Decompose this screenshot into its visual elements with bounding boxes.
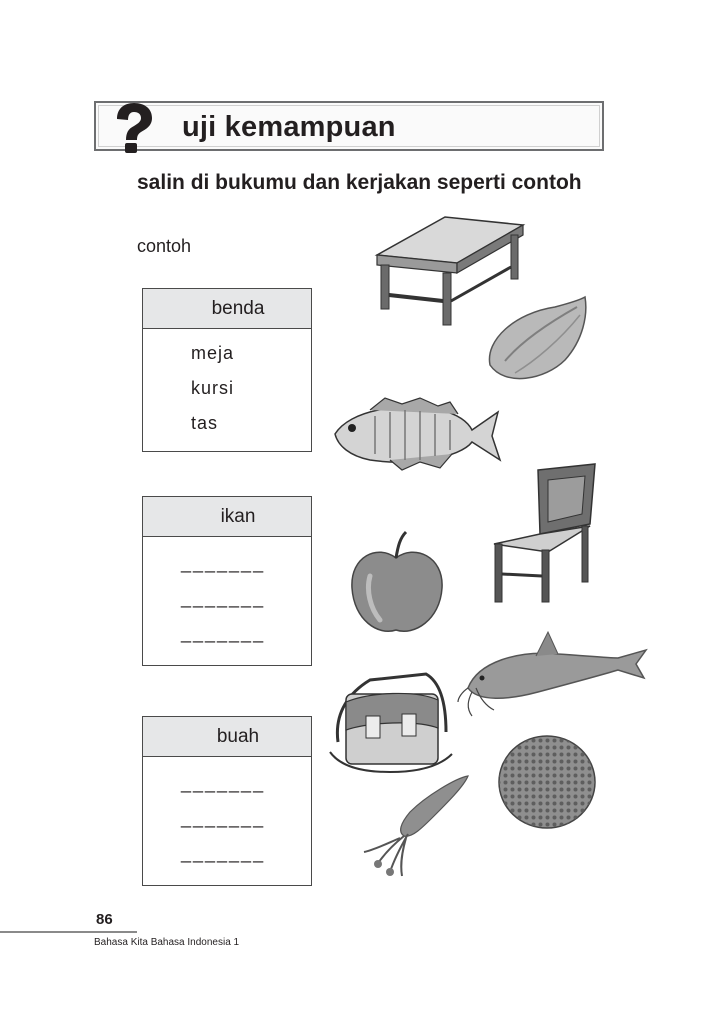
section-title: uji kemampuan	[182, 111, 396, 143]
category-header: ikan	[143, 497, 311, 537]
footer-divider	[0, 931, 137, 933]
chair-illustration	[490, 462, 602, 604]
catfish-illustration	[458, 628, 648, 720]
answer-blank: _______	[181, 553, 266, 573]
category-box-buah	[142, 716, 312, 886]
fish-illustration	[330, 398, 502, 470]
durian-texture	[499, 736, 595, 828]
example-label: contoh	[137, 236, 192, 256]
category-header: benda	[143, 289, 311, 329]
answer-blank: _______	[181, 843, 266, 863]
answer-blank: _______	[181, 773, 266, 793]
category-header: buah	[143, 717, 311, 757]
squid-illustration	[356, 772, 476, 882]
answer-blank: _______	[181, 808, 266, 828]
category-item: kursi	[191, 378, 235, 398]
instruction-text: salin di bukumu dan kerjakan seperti contoh	[137, 171, 582, 194]
answer-blank: _______	[181, 623, 266, 643]
bag-illustration	[330, 672, 452, 774]
category-item: tas	[191, 413, 219, 433]
papaya-illustration	[485, 295, 590, 385]
category-item: meja	[191, 343, 235, 363]
category-box-ikan	[142, 496, 312, 666]
answer-blank: _______	[181, 588, 266, 608]
category-box-benda	[142, 288, 312, 452]
book-title: Bahasa Kita Bahasa Indonesia 1	[94, 937, 240, 948]
question-mark-icon	[104, 102, 162, 154]
page-number: 86	[96, 911, 113, 928]
apple-illustration	[348, 530, 446, 638]
